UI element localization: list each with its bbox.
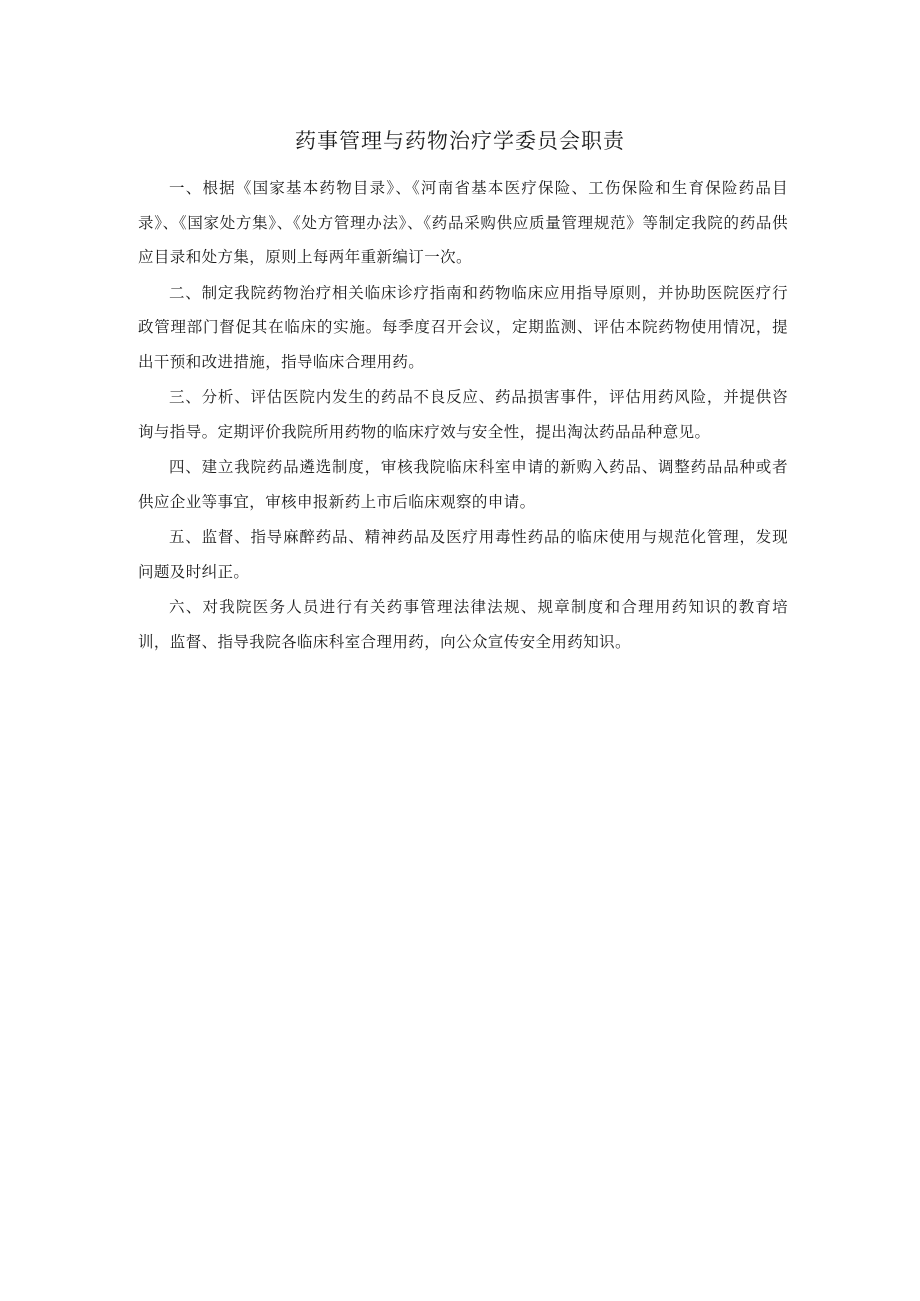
- paragraph-3: 三、分析、评估医院内发生的药品不良反应、药品损害事件，评估用药风险，并提供咨询与指导。定期评价我院所用药物的临床疗效与安全性，提出淘汰药品品种意见。: [138, 388, 788, 441]
- paragraph-4: 四、建立我院药品遴选制度，审核我院临床科室申请的新购入药品、调整药品品种或者供应企业等事宜，审核申报新药上市后临床观察的申请。: [138, 458, 788, 511]
- document-title: 药事管理与药物治疗学委员会职责: [295, 129, 625, 153]
- document-body: [138, 171, 788, 660]
- paragraph-1: 一、根据《国家基本药物目录》、《河南省基本医疗保险、工伤保险和生育保险药品目录》、《国家处方集》、《处方管理办法》、《药品采购供应质量管理规范》等制定我院的药品供应目录和处方集，原则上每两年重新编订一次。: [138, 179, 788, 266]
- paragraph-2: 二、制定我院药物治疗相关临床诊疗指南和药物临床应用指导原则，并协助医院医疗行政管理部门督促其在临床的实施。每季度召开会议，定期监测、评估本院药物使用情况，提出干预和改进措施，指导临床合理用药。: [138, 283, 788, 371]
- paragraph-6: 六、对我院医务人员进行有关药事管理法律法规、规章制度和合理用药知识的教育培训，监督、指导我院各临床科室合理用药，向公众宣传安全用药知识。: [138, 598, 788, 651]
- paragraph-5: 五、监督、指导麻醉药品、精神药品及医疗用毒性药品的临床使用与规范化管理，发现问题及时纠正。: [138, 528, 788, 581]
